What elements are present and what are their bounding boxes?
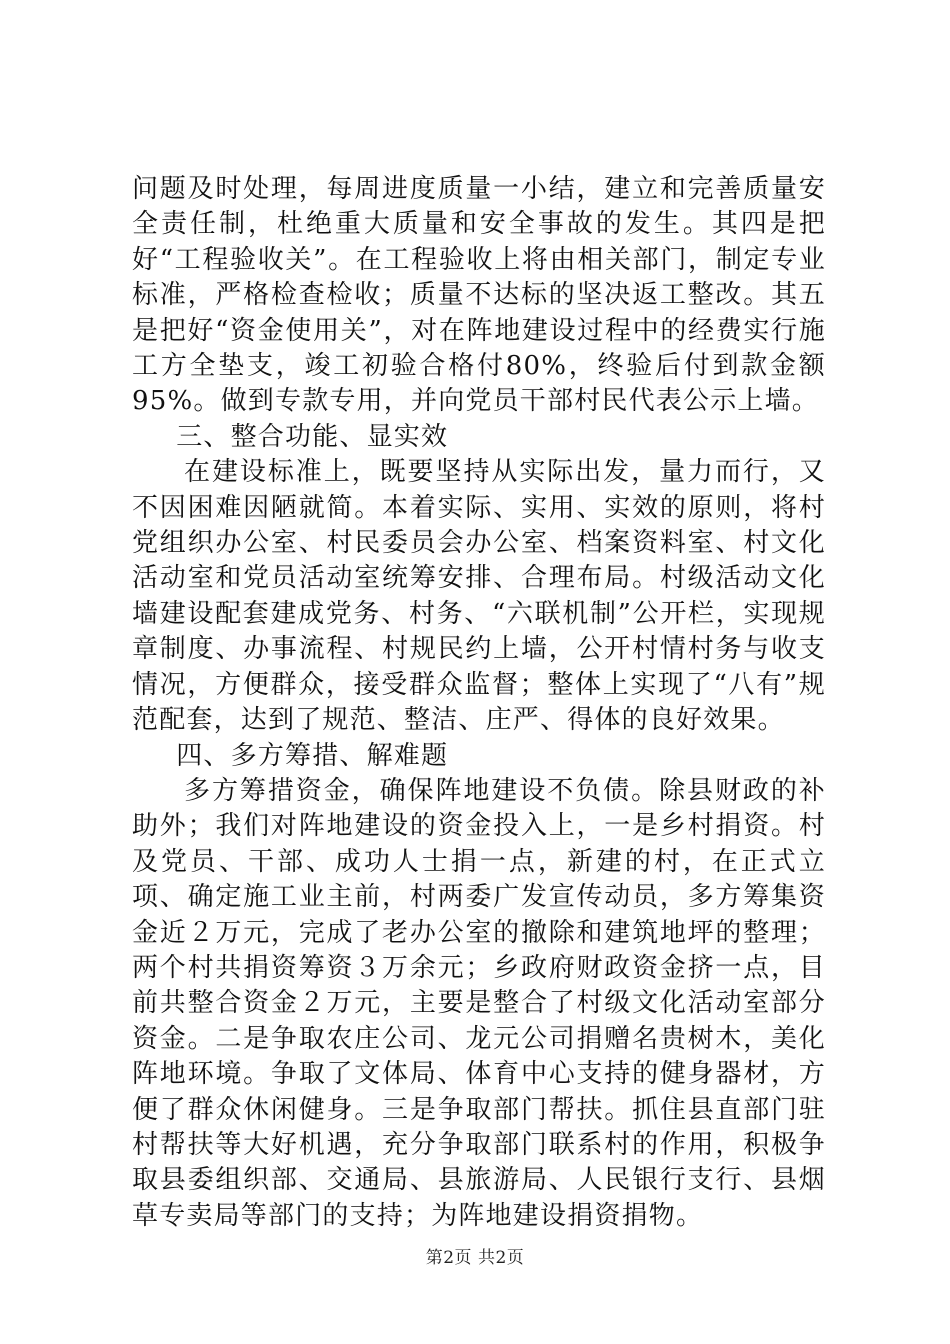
paragraph-quality-and-funds: 问题及时处理，每周进度质量一小结，建立和完善质量安全责任制，杜绝重大质量和安全事故的发生。其四是把好“工程验收关”。在工程验收上将由相关部门，制定专业标准，严格检查检收；质量不达标的坚决返工整改。其五是把好“资金使用关”，对在阵地建设过程中的经费实行施工方全垫支，竣工初验合格付80%，终验后付到款金额95%。做到专款专用，并向党员干部村民代表公示上墙。: [132, 174, 826, 417]
paragraph-fundraising: 多方筹措资金，确保阵地建设不负债。除县财政的补助外；我们对阵地建设的资金投入上，一是乡村捐资。村及党员、干部、成功人士捐一点，新建的村，在正式立项、确定施工业主前，村两委广发宣传动员，多方筹集资金近２万元，完成了老办公室的撤除和建筑地坪的整理；两个村共捐资筹资３万余元；乡政府财政资金挤一点，目前共整合资金２万元，主要是整合了村级文化活动室部分资金。二是争取农庄公司、龙元公司捐赠名贵树木，美化阵地环境。争取了文体局、体育中心支持的健身器材，方便了群众休闲健身。三是争取部门帮扶。抓住县直部门驻村帮扶等大好机遇，充分争取部门联系村的作用，积极争取县委组织部、交通局、县旅游局、人民银行支行、县烟草专卖局等部门的支持；为阵地建设捐资捐物。: [132, 775, 826, 1231]
section-heading-four: 四、多方筹措、解难题: [176, 740, 449, 771]
document-body: [132, 172, 826, 1234]
page-footer: 第2页 共2页: [425, 1248, 525, 1268]
paragraph-integration: 在建设标准上，既要坚持从实际出发，量力而行，又不因困难因陋就简。本着实际、实用、实效的原则，将村党组织办公室、村民委员会办公室、档案资料室、村文化活动室和党员活动室统筹安排、合理布局。村级活动文化墙建设配套建成党务、村务、“六联机制”公开栏，实现规章制度、办事流程、村规民约上墙，公开村情村务与收支情况，方便群众，接受群众监督；整体上实现了“八有”规范配套，达到了规范、整洁、庄严、得体的良好效果。: [132, 457, 826, 736]
section-heading-three: 三、整合功能、显实效: [176, 421, 449, 452]
